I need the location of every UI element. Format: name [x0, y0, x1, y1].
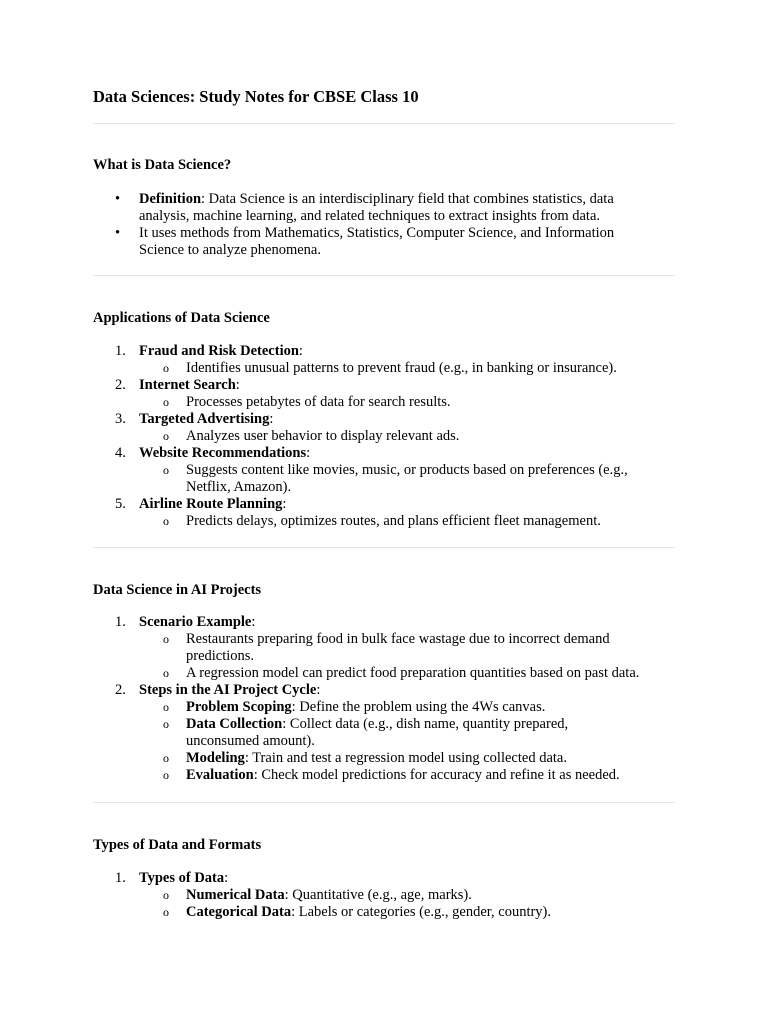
applications-numbered-list	[93, 343, 675, 530]
types-of-data-numbered-list	[93, 870, 675, 921]
list-item-continuation: Science to analyze phenomena.	[139, 242, 321, 258]
definition-bullet-list	[93, 191, 675, 259]
list-item: 1. Scenario Example:	[115, 614, 256, 630]
sub-list-item: o Processes petabytes of data for search results.	[163, 394, 451, 410]
list-item: 2. Steps in the AI Project Cycle:	[115, 682, 321, 698]
document-title: Data Sciences: Study Notes for CBSE Class 10	[93, 87, 419, 106]
list-item: 4. Website Recommendations:	[115, 445, 311, 461]
sub-list-item: o A regression model can predict food preparation quantities based on past data.	[163, 665, 640, 681]
sub-list-item-continuation: predictions.	[186, 648, 255, 664]
section-heading-applications: Applications of Data Science	[93, 310, 270, 326]
list-item: 3. Targeted Advertising:	[115, 411, 274, 427]
list-item: • Definition: Data Science is an interdisciplinary field that combines statistics, data	[115, 191, 614, 207]
sub-list-item: o Numerical Data: Quantitative (e.g., age, marks).	[163, 887, 472, 903]
sub-list-item: o Categorical Data: Labels or categories (e.g., gender, country).	[163, 904, 552, 920]
list-item-continuation: analysis, machine learning, and related techniques to extract insights from data.	[139, 208, 601, 224]
sub-list-item: o Suggests content like movies, music, or products based on preferences (e.g.,	[163, 462, 628, 478]
sub-list-item: o Identifies unusual patterns to prevent fraud (e.g., in banking or insurance).	[163, 360, 617, 376]
list-item: • It uses methods from Mathematics, Statistics, Computer Science, and Information	[115, 225, 615, 241]
list-item: 1. Fraud and Risk Detection:	[115, 343, 303, 359]
section-divider	[93, 802, 675, 803]
sub-list-item-continuation: Netflix, Amazon).	[186, 479, 292, 495]
ai-projects-numbered-list	[93, 614, 675, 784]
section-heading-ai-projects: Data Science in AI Projects	[93, 582, 262, 598]
section-divider	[93, 275, 675, 276]
bullet-marker: •	[115, 191, 121, 207]
section-heading-types-of-data: Types of Data and Formats	[93, 837, 262, 853]
sub-list-item: o Predicts delays, optimizes routes, and plans efficient fleet management.	[163, 513, 601, 529]
sub-list-item: o Restaurants preparing food in bulk face wastage due to incorrect demand	[163, 631, 610, 647]
section-heading-what-is-data-science: What is Data Science?	[93, 157, 232, 173]
sub-list-item-continuation: unconsumed amount).	[186, 733, 315, 749]
bullet-marker: •	[115, 225, 121, 241]
sub-list-item: o Analyzes user behavior to display relevant ads.	[163, 428, 460, 444]
sub-list-item: o Evaluation: Check model predictions for accuracy and refine it as needed.	[163, 767, 620, 783]
sub-list-item: o Data Collection: Collect data (e.g., dish name, quantity prepared,	[163, 716, 569, 732]
definition-term: Definition	[139, 191, 202, 207]
section-divider	[93, 123, 675, 124]
list-item: 2. Internet Search:	[115, 377, 240, 393]
section-divider	[93, 547, 675, 548]
list-item: 1. Types of Data:	[115, 870, 229, 886]
sub-list-item: o Problem Scoping: Define the problem using the 4Ws canvas.	[163, 699, 546, 715]
list-item: 5. Airline Route Planning:	[115, 496, 287, 512]
sub-list-item: o Modeling: Train and test a regression model using collected data.	[163, 750, 567, 766]
